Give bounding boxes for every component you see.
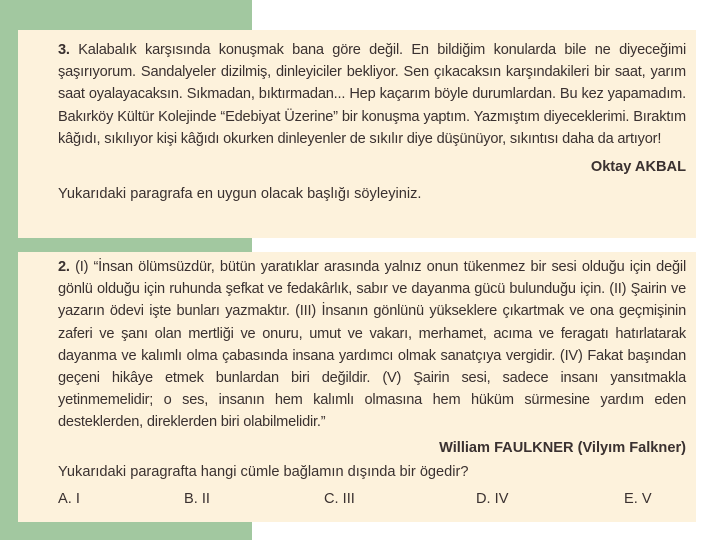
question-2-paragraph bbox=[58, 256, 686, 434]
option-e[interactable]: E. V bbox=[624, 490, 652, 507]
question-3-prompt: Yukarıdaki paragrafa en uygun olacak başlığı söyleyiniz. bbox=[58, 186, 422, 203]
question-3-author: Oktay AKBAL bbox=[590, 159, 686, 176]
question-3-paragraph bbox=[58, 39, 686, 150]
question-2-panel bbox=[18, 252, 696, 522]
answer-options bbox=[58, 491, 686, 515]
option-a[interactable]: A. I bbox=[58, 490, 80, 507]
question-3-number: 3. bbox=[58, 42, 70, 58]
question-3-panel bbox=[18, 30, 696, 238]
question-2-author: William FAULKNER (Vilyım Falkner) bbox=[439, 439, 686, 456]
question-2-prompt: Yukarıdaki paragrafta hangi cümle bağlamın dışında bir ögedir? bbox=[58, 463, 469, 480]
question-3-text: Kalabalık karşısında konuşmak bana göre değil. En bildiğim konularda bile ne diyeceğimi şaşırıyorum. Sandalyeler dizilmiş, dinleyiciler bekliyor. Sen çıkacaksın karşındakileri bir saat, yarım saat oyalayacaksın. Sıkmadan, bıktırmadan... Hep kaçarım böyle durumlardan. Bu kez yapamadım. Bakırköy Kültür Kolejinde “Edebiyat Üzerine” bir konuşma yaptım. Yazmıştım diyeceklerimi. Bıraktım kâğıdı, sıkılıyor kişi kâğıdı okurken dinleyenler de sıkılır diye düşünüyor, sıkıntısı daha da artıyor! bbox=[58, 42, 687, 147]
question-2-number: 2. bbox=[58, 259, 70, 275]
option-b[interactable]: B. II bbox=[184, 490, 210, 507]
option-d[interactable]: D. IV bbox=[476, 490, 509, 507]
question-2-text: (I) “İnsan ölümsüzdür, bütün yaratıklar arasında yalnız onun tükenmez bir sesi olduğu için değil gönlü olduğu için ruhunda şefkat ve fedakârlık, sabır ve dayanma gücü bulunduğu için. (II) Şairin ve yazarın ödevi işte bunları yazmaktır. (III) İnsanın gönlünü yükseklere çıkartmak ve ona geçmişinin zaferi ve şanı olan mertliği ve onuru, umut ve vakarı, merhamet, acıma ve feragatı hatırlatarak dayanma ve kalımlı olma çabasında insana yardımcı olmak sanatçıya vergidir. (IV) Fakat başından geçeni hikâye etmek bunlardan biri değildir. (V) Şairin sesi, sadece insanı yansıtmakla yetinmemelidir; o ses, insanın hem kalımlı olmasına hem hüküm sürmesine yardım eden desteklerden, direklerden biri olabilmelidir.” bbox=[58, 259, 686, 431]
option-c[interactable]: C. III bbox=[324, 490, 355, 507]
